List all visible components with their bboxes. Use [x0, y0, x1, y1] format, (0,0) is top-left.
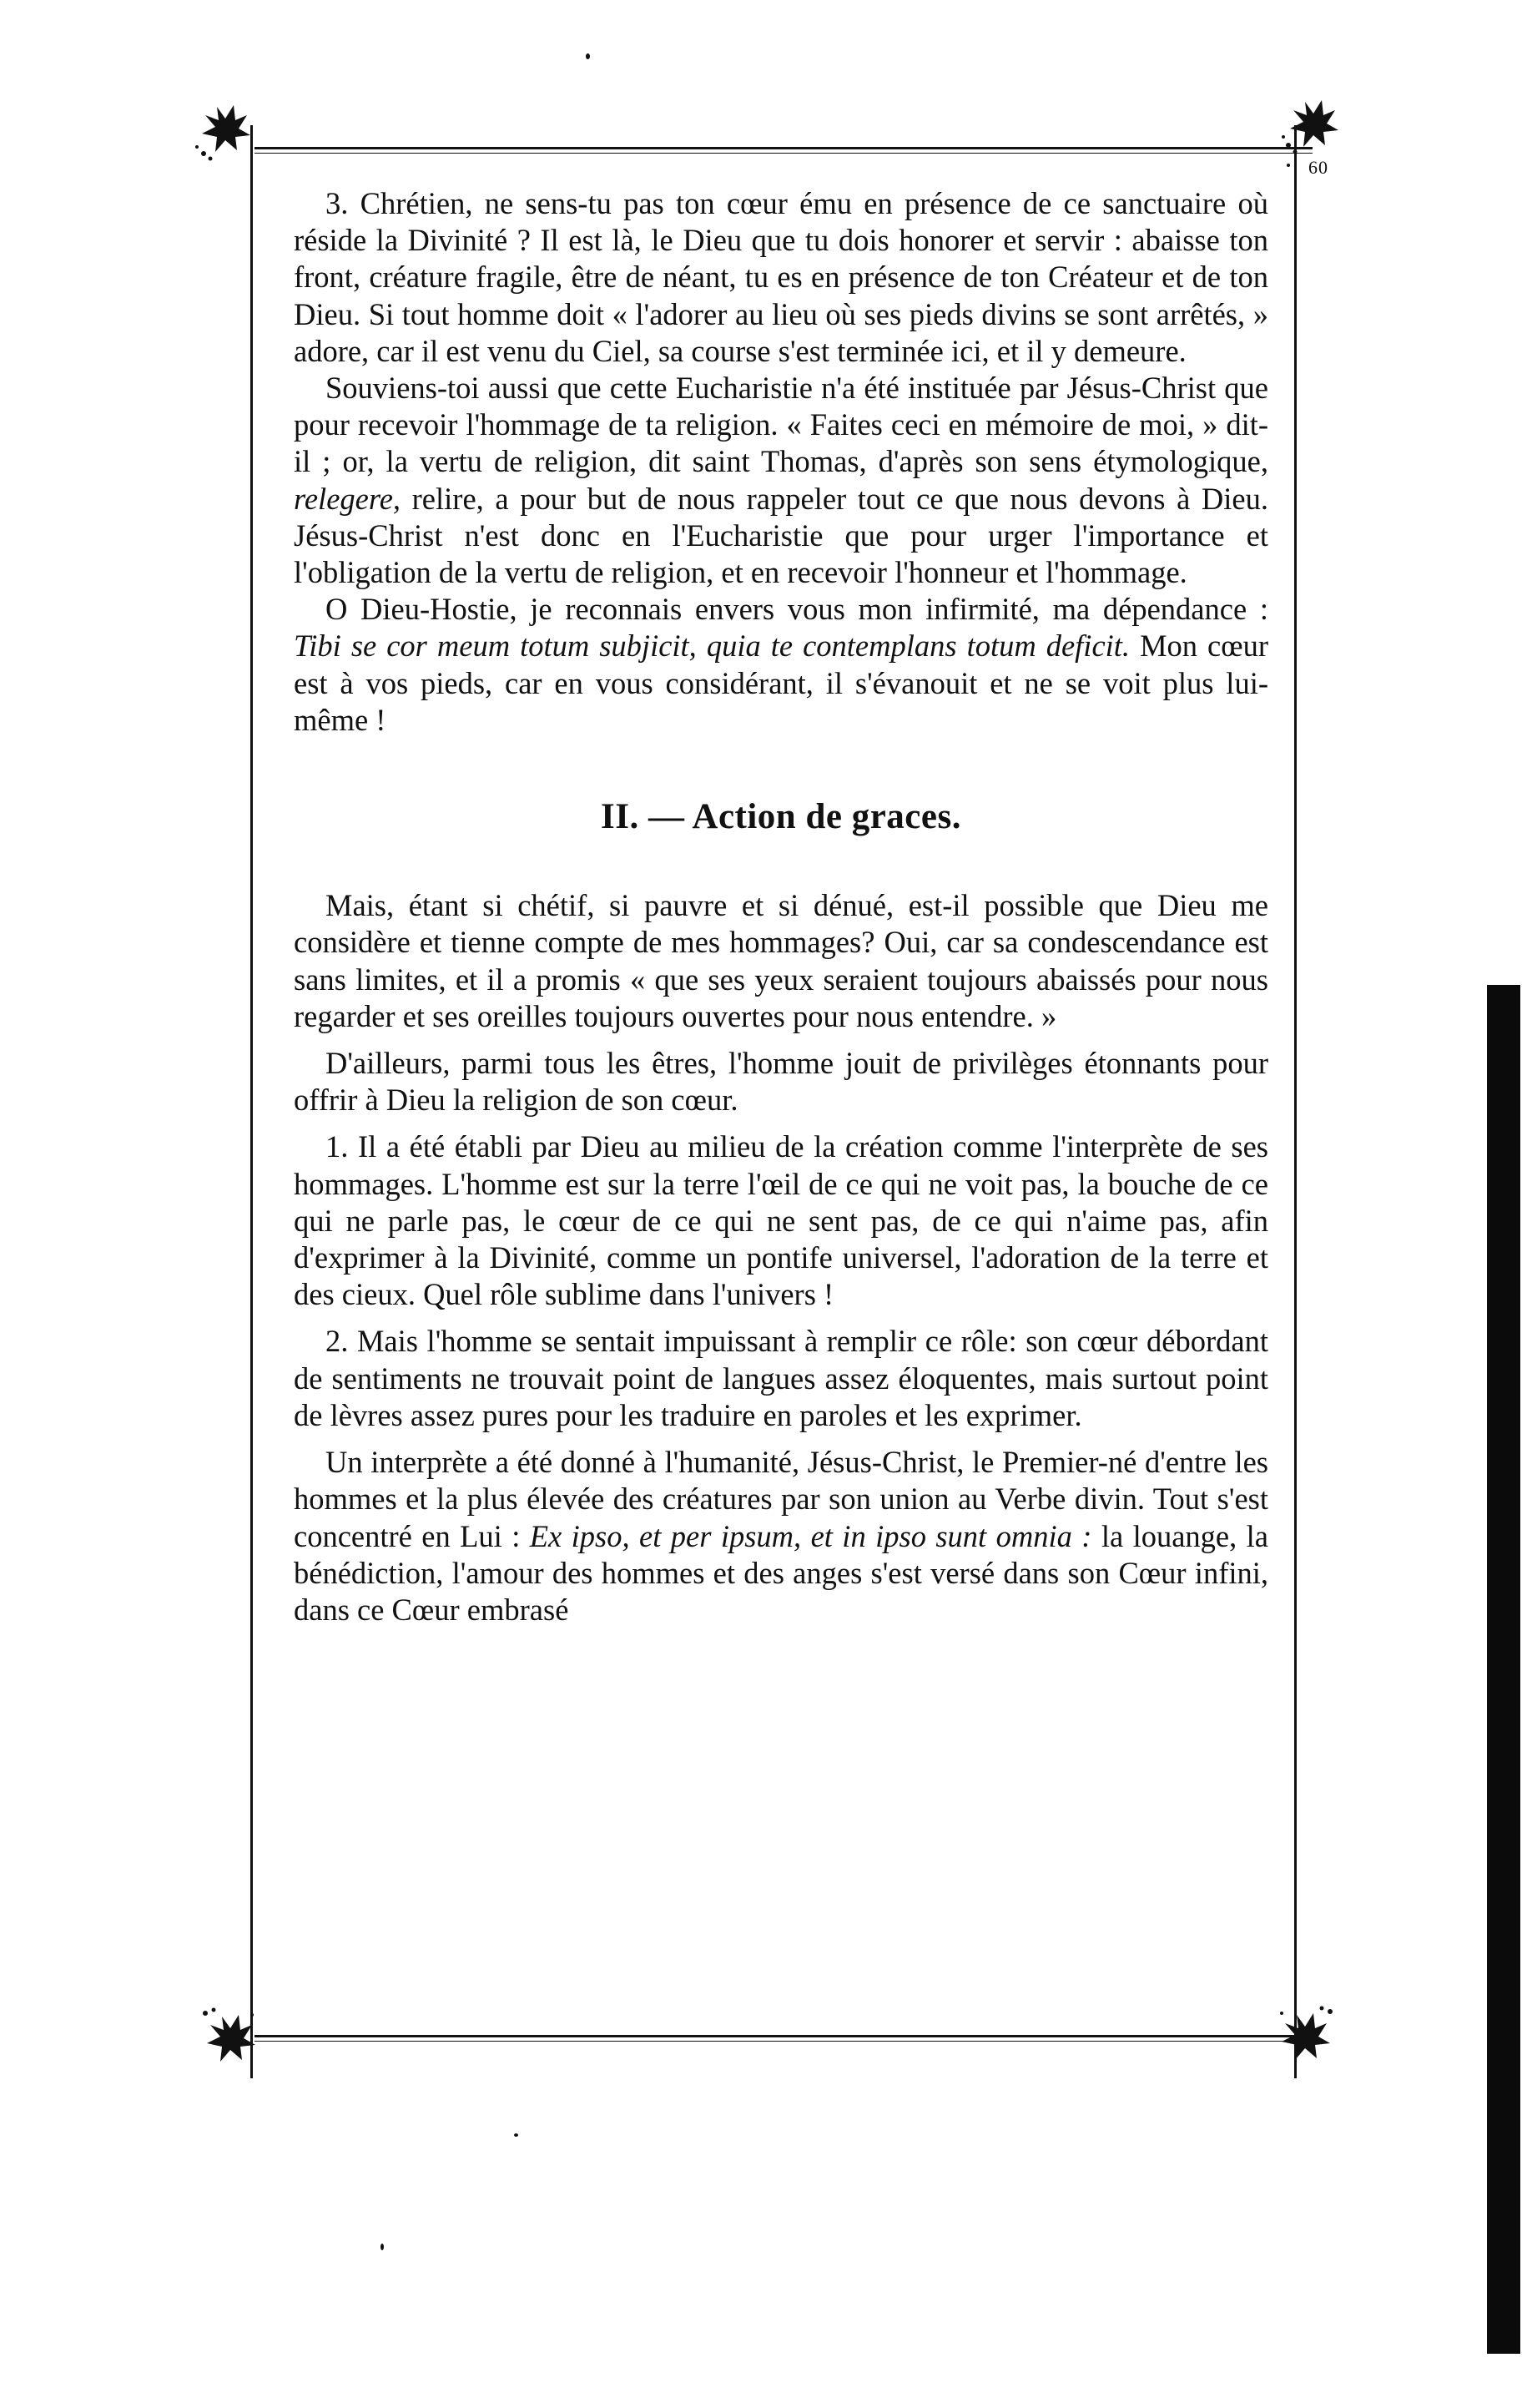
paragraph-3-italic: Tibi se cor meum totum subjicit, quia te contemplans totum deficit.	[294, 629, 1131, 664]
paragraph-8-text-b: la louange, la bénédiction, l'amour des hommes et des anges s'est versé dans son Cœur infini, dans ce Cœur embrasé	[294, 1518, 1268, 1627]
paragraph-2	[294, 370, 1268, 591]
paragraph-1: 3. Chrétien, ne sens-tu pas ton cœur ému en présence de ce sanctuaire où réside la Divinité ? Il est là, le Dieu que tu dois honorer et servir : abaisse ton front, créature fragile, être de néant, tu es en présence de ton Créateur et de ton Dieu. Si tout homme doit « l'adorer au lieu où ses pieds divins se sont arrêtés, » adore, car il est venu du Ciel, sa course s'est terminée ici, et il y demeure.	[294, 186, 1268, 368]
paragraph-6: 1. Il a été établi par Dieu au milieu de la création comme l'interprète de ses hommages. L'homme est sur la terre l'œil de ce qui ne voit pas, la bouche de ce qui ne parle pas, le cœur de ce qui ne sent pas, de ce qui n'aime pas, afin d'exprimer à la Divinité, comme un pontife universel, l'adoration de la terre et des cieux. Quel rôle sublime dans l'univers !	[294, 1129, 1268, 1312]
paragraph-3-text-a: O Dieu-Hostie, je reconnais envers vous mon infirmité, ma dépendance :	[325, 592, 1268, 627]
page-number: 60	[1308, 157, 1328, 178]
ornament-bottom-left-icon	[197, 2005, 264, 2072]
paragraph-3	[294, 591, 1268, 739]
paragraph-5: D'ailleurs, parmi tous les êtres, l'homme jouit de privilèges étonnants pour offrir à Dieu la religion de son cœur.	[294, 1046, 1268, 1118]
paragraph-8-italic: Ex ipso, et per ipsum, et in ipso sunt omnia :	[529, 1518, 1092, 1553]
top-border-rule	[254, 147, 1313, 149]
left-border-rule	[250, 125, 253, 2078]
scan-speck	[380, 2244, 384, 2250]
paragraph-4: Mais, étant si chétif, si pauvre et si dénué, est-il possible que Dieu me considère et tienne compte de mes hommages? Oui, car sa condescendance est sans limites, et il a promis « que ses yeux seraient toujours abaissés pour nous regarder et ses oreilles toujours ouvertes pour nous entendre. »	[294, 888, 1268, 1033]
paragraph-3-text-b: Mon cœur est à vos pieds, car en vous considérant, il s'évanouit et ne se voit plus lui-même !	[294, 629, 1269, 737]
ornament-top-left-icon	[192, 98, 259, 165]
text-block	[294, 185, 1268, 1628]
bottom-border-rule-inner	[254, 2041, 1313, 2042]
scan-speck	[514, 2133, 518, 2137]
bottom-border-rule	[254, 2035, 1313, 2037]
paragraph-2-text-b: relire, a pour but de nous rappeler tout ce que nous devons à Dieu. Jésus-Christ n'est donc en l'Eucharistie que pour urger l'importance et l'obligation de la vertu de religion, et en recevoir l'honneur et l'hommage.	[294, 481, 1269, 590]
right-border-rule	[1294, 125, 1297, 2078]
section-heading: II. — Action de graces.	[601, 797, 961, 837]
paragraph-8	[294, 1444, 1268, 1628]
ornament-top-right-icon	[1280, 93, 1347, 160]
paragraph-2-text-a: Souviens-toi aussi que cette Eucharistie n'a été instituée par Jésus-Christ que pour recevoir l'hommage de ta religion. « Faites ceci en mémoire de moi, » dit-il ; or, la vertu de religion, dit saint Thomas, d'après son sens étymologique,	[294, 371, 1268, 479]
scan-speck	[1287, 164, 1290, 167]
paragraph-2-italic: relegere,	[294, 481, 401, 516]
ornament-bottom-right-icon	[1272, 2003, 1338, 2070]
top-border-rule-inner	[254, 153, 1313, 154]
paragraph-8-text-a: Un interprète a été donné à l'humanité, Jésus-Christ, le Premier-né d'entre les hommes et la plus élevée des créatures par son union au Verbe divin. Tout s'est concentré en Lui :	[294, 1445, 1268, 1553]
paragraph-7: 2. Mais l'homme se sentait impuissant à remplir ce rôle: son cœur débordant de sentiments ne trouvait point de langues assez éloquentes, mais surtout point de lèvres assez pures pour les traduire en paroles et les exprimer.	[294, 1324, 1268, 1432]
scan-edge-shadow	[1487, 985, 1520, 2354]
scan-speck	[586, 53, 590, 59]
